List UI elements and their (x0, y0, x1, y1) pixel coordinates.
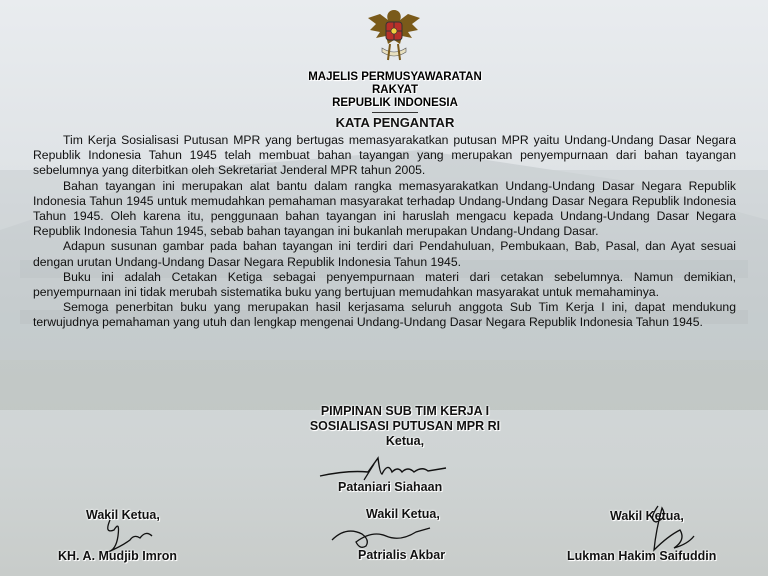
org-name-line1: MAJELIS PERMUSYAWARATAN (308, 71, 482, 83)
paragraph-5: Semoga penerbitan buku yang merupakan hasil kerjasama seluruh anggota Sub Tim Kerja I ini, dapat mendukung terwujudnya pemahaman yang utuh dan lengkap mengenai Undang-Undang Dasar Negara Republik Indonesia Tahun 1945. (33, 300, 736, 330)
paragraph-1: Tim Kerja Sosialisasi Putusan MPR yang bertugas memasyarakatkan putusan MPR yaitu Undang-Undang Dasar Negara Republik Indonesia Tahun 1945 telah membuat bahan tayangan yang merupakan penyempurnaan dari bahan tayangan sebelumnya yang diterbitkan oleh Sekretariat Jenderal MPR tahun 2005. (33, 133, 736, 178)
chair-signature-image (318, 452, 448, 482)
vice-chair-2-name: Patrialis Akbar (358, 548, 446, 562)
vice-chair-1-role: Wakil Ketua, (86, 508, 160, 522)
vice-chair-2-signature-image (326, 520, 436, 550)
body-text (33, 133, 736, 331)
paragraph-4: Buku ini adalah Cetakan Ketiga sebagai penyempurnaan materi dari cetakan sebelumnya. Namun demikian, penyempurnaan ini tidak merubah sistematika buku yang bertujuan memudahkan masyarakat untuk memahaminya. (33, 269, 736, 300)
org-name-line2: RAKYAT (371, 84, 418, 96)
paragraph-2: Bahan tayangan ini merupakan alat bantu dalam rangka memasyarakatkan Undang-Undang Dasar Negara Republik Indonesia Tahun 1945 untuk memudahkan pemahaman masyarakat terhadap Undang-Undang Dasar Negara Republik Indonesia Tahun 1945. Oleh karena itu, penggunaan bahan tayangan ini haruslah mengacu kepada Undang-Undang Dasar Negara Republik Indonesia Tahun 1945, sebab bahan tayangan ini bukanlah merupakan Undang-Undang Dasar. (33, 178, 736, 239)
page-title: KATA PENGANTAR (335, 115, 455, 130)
vice-chair-3-role: Wakil Ketua, (610, 509, 684, 523)
signature-heading-line1: PIMPINAN SUB TIM KERJA I (320, 404, 490, 418)
org-divider (372, 112, 418, 113)
vice-chair-3-name: Lukman Hakim Saifuddin (567, 549, 717, 563)
vice-chair-2-role: Wakil Ketua, (366, 507, 440, 521)
signature-heading-line2: SOSIALISASI PUTUSAN MPR RI (309, 419, 501, 433)
org-name-line3: REPUBLIK INDONESIA (332, 97, 458, 109)
garuda-emblem-icon (366, 4, 422, 66)
vice-chair-1-name: KH. A. Mudjib Imron (58, 549, 177, 563)
chair-name: Pataniari Siahaan (338, 480, 443, 494)
chair-role: Ketua, (385, 434, 425, 448)
paragraph-3: Adapun susunan gambar pada bahan tayangan ini terdiri dari Pendahuluan, Pembukaan, Bab, Pasal, dan Ayat sesuai dengan urutan Undang-Undang Dasar Negara Republik Indonesia Tahun 1945. (33, 239, 736, 269)
